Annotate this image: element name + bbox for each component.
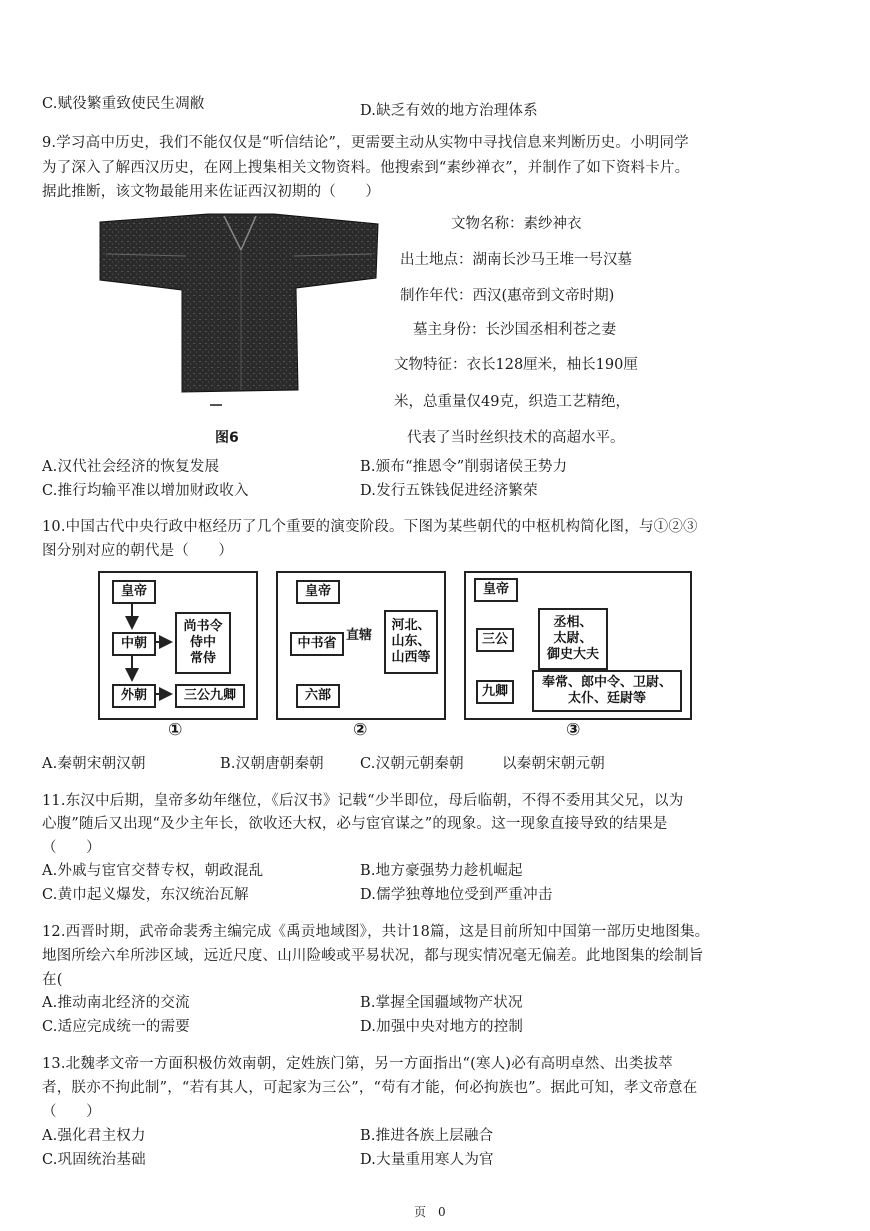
q13-stem-line3: （ ） <box>42 1104 101 1120</box>
q10-option-d: 以秦朝宋朝元朝 <box>502 756 605 772</box>
q10-option-a: A.秦朝宋朝汉朝 <box>42 756 146 772</box>
page-footer: 页 0 <box>414 1205 446 1219</box>
d1-inner-member: 常侍 <box>189 651 216 667</box>
diagram-1-number: ① <box>168 720 183 740</box>
q10-stem-line1: 10.中国古代中央行政中枢经历了几个重要的演变阶段。下图为某些朝代的中枢机构简化图，与①②③ <box>42 519 698 535</box>
q13-option-a: A.强化君主权力 <box>42 1128 146 1144</box>
q12-option-c: C.适应完成统一的需要 <box>42 1019 190 1035</box>
d3-duke: 太尉、 <box>553 630 593 646</box>
q12-option-a: A.推动南北经济的交流 <box>42 995 190 1011</box>
d1-inner-member: 侍中 <box>189 634 216 650</box>
q9-stem-line1: 9.学习高中历史，我们不能仅仅是“听信结论”，更需要主动从实物中寻找信息来判断历史。小明同学 <box>42 135 689 151</box>
d1-inner-court-box: 中朝 <box>112 632 156 656</box>
d2-direct-rule-label: 直辖 <box>346 628 373 643</box>
q9-stem-line3: 据此推断，该文物最能用来佐证西汉初期的（ ） <box>42 184 381 200</box>
d3-nine-ministers-box: 九卿 <box>476 680 514 704</box>
q12-option-b: B.掌握全国疆域物产状况 <box>360 995 523 1011</box>
q12-stem-line1: 12.西晋时期，武帝命裴秀主编完成《禹贡地域图》，共计18篇，这是目前所知中国第一部历史地图集。 <box>42 924 710 940</box>
card-feature-line2: 米，总重量仅49克，织造工艺精绝， <box>394 394 630 410</box>
q9-option-d: D.发行五铢钱促进经济繁荣 <box>360 483 538 499</box>
d3-duke: 御史大夫 <box>546 647 599 663</box>
q13-option-b: B.推进各族上层融合 <box>360 1128 494 1144</box>
d3-three-dukes-box: 三公 <box>476 628 514 652</box>
q9-option-b: B.颁布“推恩令”削弱诸侯王势力 <box>360 459 568 475</box>
card-artifact-name: 文物名称：素纱神衣 <box>451 216 582 232</box>
q9-option-c: C.推行均输平准以增加财政收入 <box>42 483 249 499</box>
q10-option-c: C.汉朝元朝秦朝 <box>360 756 464 772</box>
q11-stem-line2: 心腹”随后又出现“及少主年长，欲收还大权，必与宦官谋之”的现象。这一现象直接导致的结果是 <box>42 816 668 832</box>
q13-stem-line2: 者，朕亦不拘此制”，“若有其人，可起家为三公”，“苟有才能，何必拘族也”。据此可知，孝文帝意在 <box>42 1080 698 1096</box>
diagram-3-number: ③ <box>566 720 581 740</box>
d2-secretariat-box: 中书省 <box>290 632 344 656</box>
d2-provinces-box <box>384 610 438 674</box>
card-feature-line1: 文物特征：衣长128厘米，柚长190厘 <box>394 357 638 373</box>
d1-emperor-box: 皇帝 <box>112 580 156 604</box>
card-tomb-owner: 墓主身份：长沙国丞相利苍之妻 <box>413 322 616 338</box>
figure-6-caption: 图6 <box>215 430 239 446</box>
d1-outer-members-box: 三公九卿 <box>175 684 245 708</box>
d1-inner-member: 尚书令 <box>183 618 223 634</box>
d2-province: 山东、 <box>391 633 431 649</box>
q10-option-b: B.汉朝唐朝秦朝 <box>220 756 324 772</box>
card-feature-line3: 代表了当时丝织技术的高超水平。 <box>407 430 625 446</box>
q9-stem-line2: 为了深入了解西汉历史，在网上搜集相关文物资料。他搜索到“素纱禅衣”，并制作了如下资料卡片。 <box>42 160 690 176</box>
card-production-date: 制作年代：西汉(惠帝到文帝时期) <box>400 288 615 304</box>
d3-minister-line: 太仆、廷尉等 <box>567 691 646 706</box>
d2-six-ministries-box: 六部 <box>296 684 340 708</box>
d2-province: 河北、 <box>391 617 431 633</box>
d1-outer-court-box: 外朝 <box>112 684 156 708</box>
d3-emperor-box: 皇帝 <box>474 578 518 602</box>
q10-stem-line2: 图分别对应的朝代是（ ） <box>42 543 234 559</box>
q11-stem-line1: 11.东汉中后期，皇帝多幼年继位，《后汉书》记载“少半即位，母后临朝，不得不委用其父兄，以为 <box>42 793 684 809</box>
d2-emperor-box: 皇帝 <box>296 580 340 604</box>
q11-option-a: A.外戚与宦官交替专权，朝政混乱 <box>42 863 264 879</box>
q8-option-c: C.赋役繁重致使民生凋敝 <box>42 96 205 112</box>
d3-minister-line: 奉常、郎中令、卫尉、 <box>541 674 672 690</box>
q13-option-c: C.巩固统治基础 <box>42 1152 146 1168</box>
q12-stem-line2: 地图所绘六牟所涉区域，远近尺度、山川险峻或平易状况，都与现实情况毫无偏差。此地图集的绘制旨 <box>42 948 704 964</box>
d3-three-dukes-members-box <box>538 608 608 670</box>
d3-duke: 丞相、 <box>553 614 593 630</box>
q12-option-d: D.加强中央对地方的控制 <box>360 1019 524 1035</box>
q13-stem-line1: 13.北魏孝文帝一方面积极仿效南朝，定姓族门第，另一方面指出“(寒人)必有高明卓然、出类拔萃 <box>42 1056 673 1072</box>
q13-option-d: D.大量重用寒人为官 <box>360 1152 494 1168</box>
q12-stem-line3: 在( <box>42 972 63 988</box>
card-excavation-site: 出土地点：湖南长沙马王堆一号汉墓 <box>400 252 632 268</box>
q11-option-b: B.地方豪强势力趁机崛起 <box>360 863 523 879</box>
d2-province: 山西等 <box>391 650 431 666</box>
q11-option-c: C.黄巾起义爆发，东汉统治瓦解 <box>42 887 249 903</box>
q8-option-d: D.缺乏有效的地方治理体系 <box>360 103 538 119</box>
diagram-2-number: ② <box>353 720 368 740</box>
d3-nine-ministers-members-box <box>532 670 682 712</box>
q11-stem-line3: （ ） <box>42 840 101 856</box>
q9-option-a: A.汉代社会经济的恢复发展 <box>42 459 220 475</box>
q11-option-d: D.儒学独尊地位受到严重冲击 <box>360 887 553 903</box>
